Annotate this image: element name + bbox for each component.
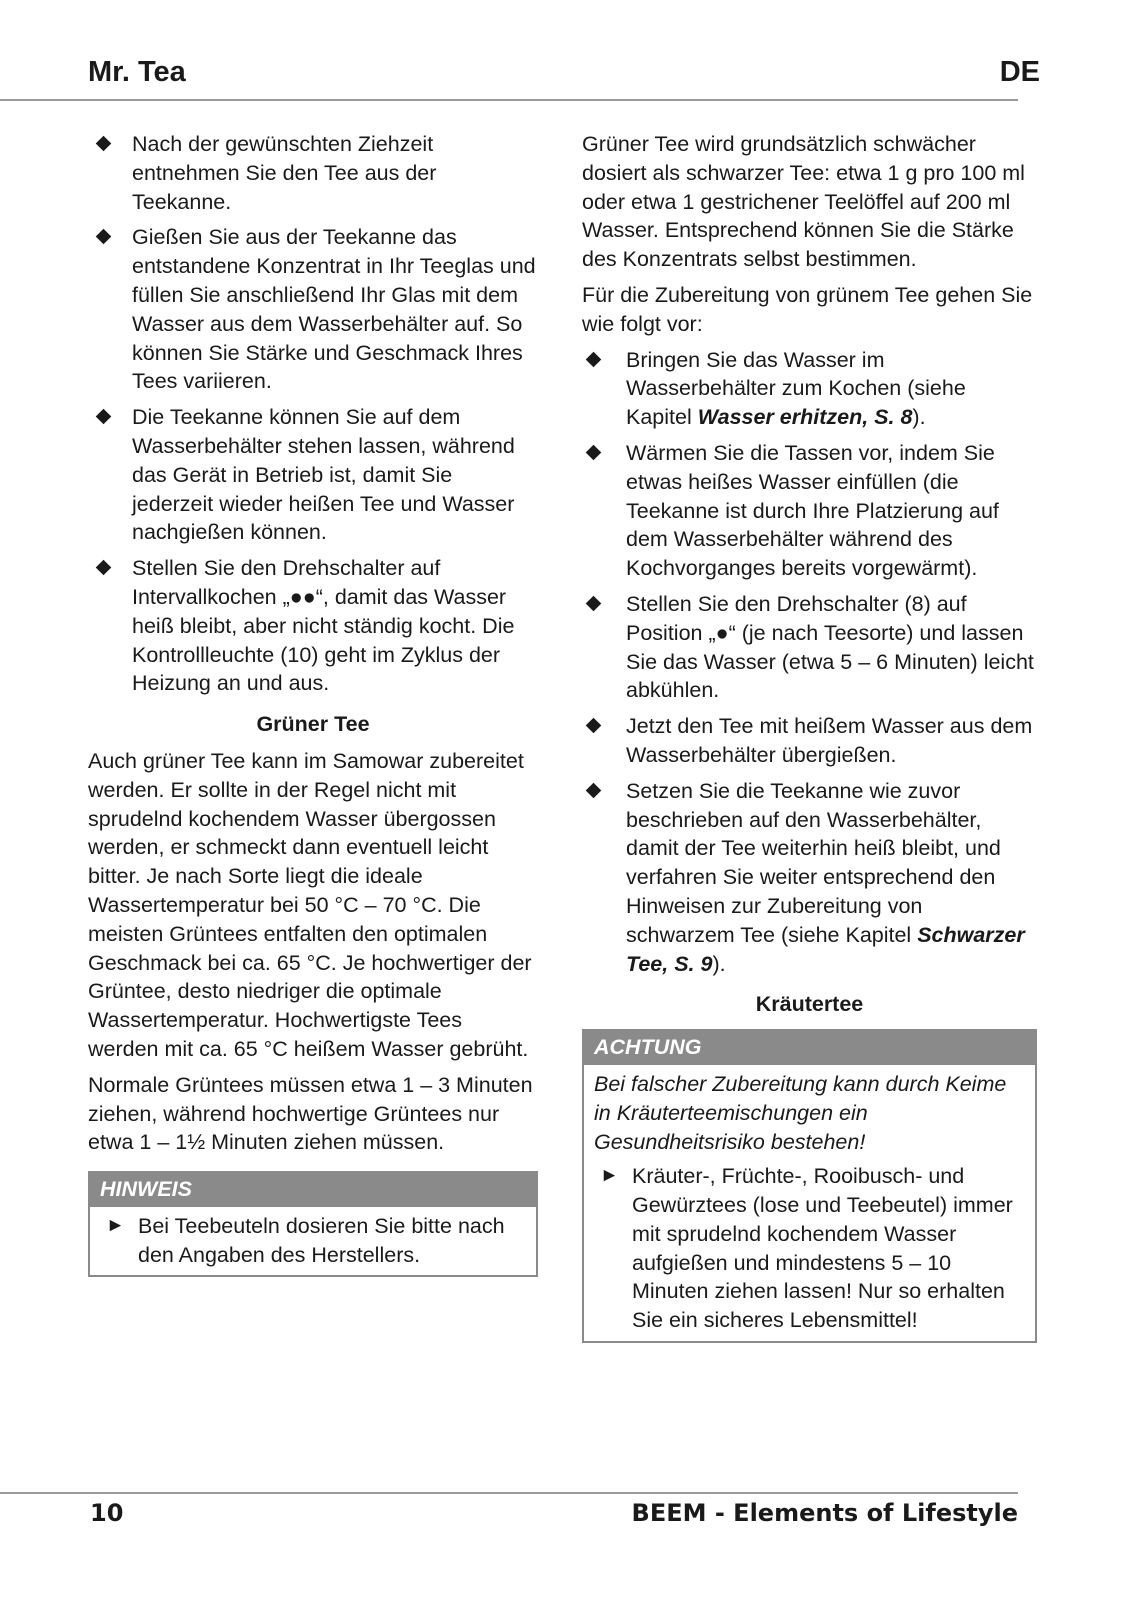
page-header [88,56,1040,98]
arrow-right-icon: ► [106,1214,125,1236]
instruction-list [88,130,538,698]
warning-box [582,1029,1037,1343]
chapter-reference: Schwarzer Tee, S. 9 [626,922,1025,976]
paragraph: Grüner Tee wird grundsätzlich schwächer dosiert als schwarzer Tee: etwa 1 g pro 100 ml oder etwa 1 gestrichener Teelöffel auf 200 ml Wasser. Entsprechend können Sie die Stärke des Konzentrats selbst bestimmen. [582,132,1025,272]
list-item: Jetzt den Tee mit heißem Wasser aus dem Wasserbehälter übergießen. [582,712,1037,770]
instruction-list [582,346,1037,979]
hint-box [88,1171,538,1277]
language-code: DE [999,56,1040,88]
hint-item: ► Bei Teebeuteln dosieren Sie bitte nach den Angaben des Herstellers. [106,1213,505,1267]
diamond-bullet-icon [586,782,602,798]
diamond-bullet-icon [96,409,112,425]
list-item: Stellen Sie den Drehschalter auf Intervallkochen „●●“, damit das Wasser heiß bleibt, aber nicht ständig kocht. Die Kontrollleuchte (10) geht im Zyklus der Heizung an und aus. [88,554,538,698]
paragraph: Für die Zubereitung von grünem Tee gehen Sie wie folgt vor: [582,282,1033,336]
footer-divider [0,1492,1018,1494]
warning-box-label: ACHTUNG [584,1031,1035,1065]
diamond-bullet-icon [96,136,112,152]
document-title: Mr. Tea [88,56,186,88]
warning-item: ► Kräuter-, Früchte-, Rooibusch- und Gewürztees (lose und Teebeutel) immer mit sprudelnd kochendem Wasser aufgießen und mindestens 5 – 10 Minuten ziehen lassen! Nur so erhalten Sie ein sicheres Lebensmittel! [600,1164,1013,1333]
list-item: Setzen Sie die Teekanne wie zuvor beschrieben auf den Wasserbehälter, damit der Tee weiterhin heiß bleibt, und verfahren Sie weiter entsprechend den Hinweisen zur Zubereitung von schwarzem Tee (siehe Kapitel Schwarzer Tee, S. 9). [582,777,1037,979]
hint-box-label: HINWEIS [90,1173,536,1207]
diamond-bullet-icon [96,560,112,576]
brand-tagline: BEEM - Elements of Lifestyle [631,1499,1018,1527]
list-item: Nach der gewünschten Ziehzeit entnehmen Sie den Tee aus der Teekanne. [88,130,538,216]
list-item: Wärmen Sie die Tassen vor, indem Sie etwas heißes Wasser einfüllen (die Teekanne ist durch Ihre Platzierung auf dem Wasserbehälter während des Kochvorganges bereits vorgewärmt). [582,439,1037,583]
paragraph: Normale Grüntees müssen etwa 1 – 3 Minuten ziehen, während hochwertige Grüntees nur etwa 1 – 1½ Minuten ziehen müssen. [88,1072,533,1155]
paragraph: Auch grüner Tee kann im Samowar zubereitet werden. Er sollte in der Regel nicht mit sprudelnd kochendem Wasser übergossen werden, er schmeckt dann eventuell leicht bitter. Je nach Sorte liegt die ideale Wassertemperatur bei 50 °C – 70 °C. Die meisten Grüntees entfalten den optimalen Geschmack bei ca. 65 °C. Je hochwertiger der Grüntee, desto niedriger die optimale Wassertemperatur. Hochwertigste Tees werden mit ca. 65 °C heißem Wasser gebrüht. [88,748,532,1061]
list-item: Bringen Sie das Wasser im Wasserbehälter zum Kochen (siehe Kapitel Wasser erhitzen, S. 8). [582,346,1037,432]
list-item: Gießen Sie aus der Teekanne das entstandene Konzentrat in Ihr Teeglas und füllen Sie anschließend Ihr Glas mit dem Wasser aus dem Wasserbehälter auf. So können Sie Stärke und Geschmack Ihres Tees variieren. [88,223,538,396]
chapter-reference: Wasser erhitzen, S. 8 [697,405,913,430]
arrow-right-icon: ► [600,1165,619,1187]
diamond-bullet-icon [586,596,602,612]
diamond-bullet-icon [586,718,602,734]
list-item: Stellen Sie den Drehschalter (8) auf Position „●“ (je nach Teesorte) und lassen Sie das Wasser (etwa 5 – 6 Minuten) leicht abkühlen. [582,590,1037,705]
page-footer [88,1499,1018,1533]
header-divider [0,99,1018,101]
section-heading-herbal-tea: Kräutertee [755,992,864,1017]
diamond-bullet-icon [96,229,112,245]
right-column [582,130,1037,1343]
diamond-bullet-icon [586,351,602,367]
section-heading-green-tea: Grüner Tee [256,712,370,737]
list-item: Die Teekanne können Sie auf dem Wasserbehälter stehen lassen, während das Gerät in Betrieb ist, damit Sie jederzeit wieder heißen Tee und Wasser nachgießen können. [88,403,538,547]
page-number: 10 [90,1499,124,1527]
warning-text: Bei falscher Zubereitung kann durch Keime in Kräuterteemischungen ein Gesundheitsrisiko bestehen! [594,1071,1007,1154]
diamond-bullet-icon [586,445,602,461]
left-column [88,130,538,1277]
